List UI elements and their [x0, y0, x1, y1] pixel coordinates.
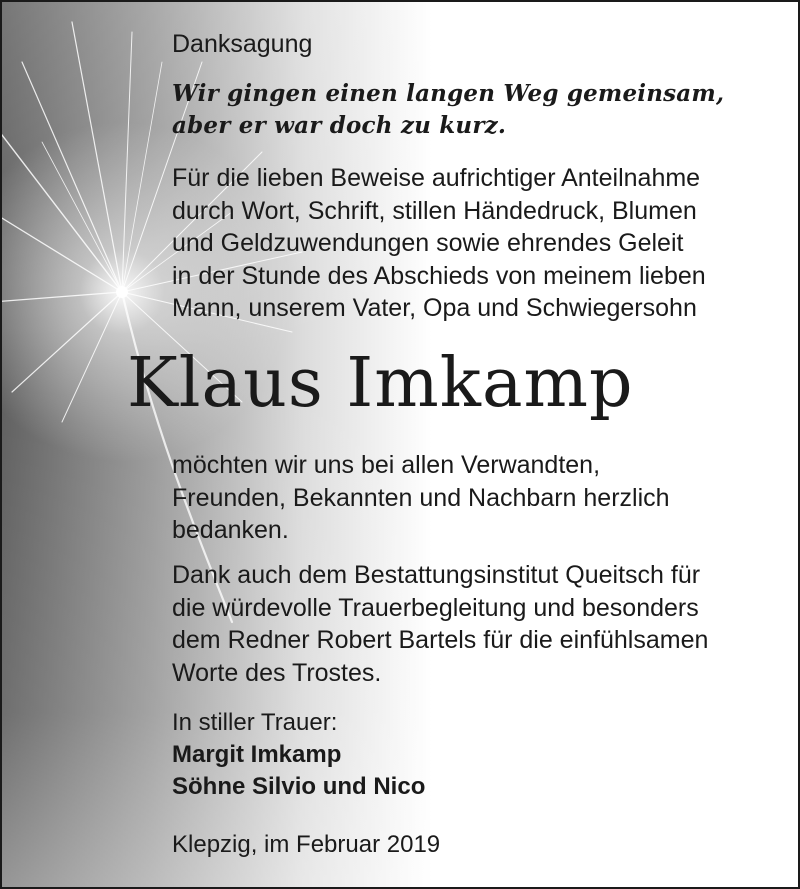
text-line: möchten wir uns bei allen Verwandten, — [172, 451, 601, 479]
thanks-paragraph — [172, 449, 670, 547]
mourner-name: Margit Imkamp — [172, 741, 342, 768]
text-line: die würdevolle Trauerbegleitung und besonders — [172, 593, 699, 622]
deceased-name: Klaus Imkamp — [127, 344, 634, 423]
intro-paragraph — [172, 162, 706, 325]
motto-line: Wir gingen einen langen Weg gemeinsam, — [172, 80, 725, 107]
text-line: Für die lieben Beweise aufrichtiger Anteilnahme — [172, 164, 701, 192]
text-line: in der Stunde des Abschieds von meinem lieben — [172, 261, 706, 290]
text-line: Mann, unserem Vater, Opa und Schwiegersohn — [172, 294, 697, 322]
place-date: Klepzig, im Februar 2019 — [172, 831, 441, 858]
notice-title: Danksagung — [172, 30, 313, 58]
text-line: Dank auch dem Bestattungsinstitut Queitsch für — [172, 561, 701, 589]
text-line: dem Redner Robert Bartels für die einfühlsamen — [172, 626, 709, 654]
text-line: Freunden, Bekannten und Nachbarn herzlich — [172, 483, 670, 512]
signoff-intro: In stiller Trauer: — [172, 709, 338, 736]
text-line: durch Wort, Schrift, stillen Händedruck, Blumen — [172, 196, 697, 225]
signoff — [172, 707, 425, 803]
text-line: bedanken. — [172, 516, 289, 544]
motto-line: aber er war doch zu kurz. — [172, 112, 507, 139]
text-line: Worte des Trostes. — [172, 658, 382, 687]
text-line: und Geldzuwendungen sowie ehrendes Geleit — [172, 229, 684, 257]
extra-thanks-paragraph — [172, 559, 708, 689]
motto — [172, 78, 724, 142]
mourner-name: Söhne Silvio und Nico — [172, 773, 426, 800]
